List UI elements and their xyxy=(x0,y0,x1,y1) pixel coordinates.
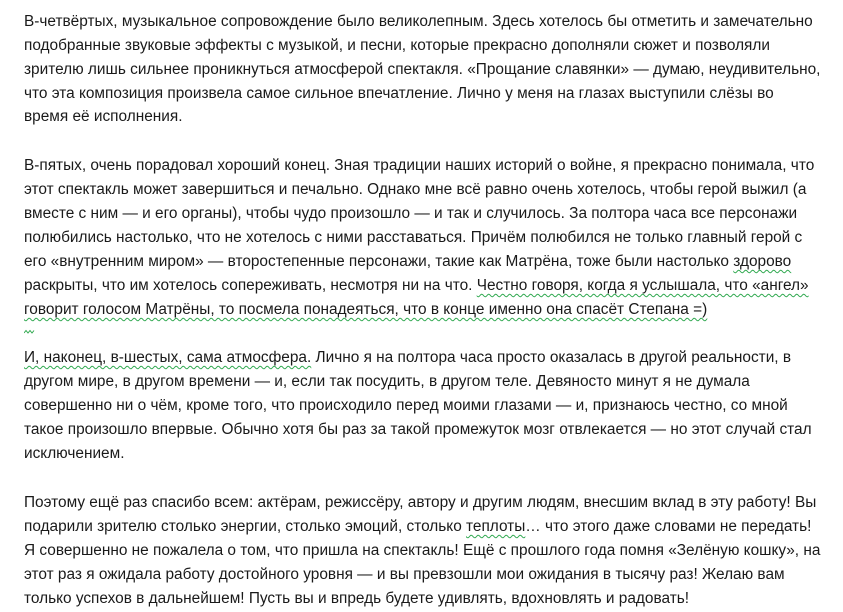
text-line: другом мире, в другом времени — и, если так посудить, в другом теле. Девяносто минут я не думала xyxy=(24,373,750,390)
spellcheck-marked-text[interactable]: Честно говоря, когда я услышала, что «ангел» xyxy=(476,277,809,294)
text-line xyxy=(24,277,809,295)
text-line: подобранные звуковые эффекты с музыкой, и песни, которые прекрасно дополняли сюжет и позволяли xyxy=(24,37,770,54)
text-line: Я совершенно не пожалела о том, что пришла на спектакль! Ещё с прошлого года помня «Зелёную кошку», на xyxy=(24,542,821,559)
text-line: совершенно ни о чём, кроме того, что происходило перед моими глазами — и, признаюсь честно, со мной xyxy=(24,397,788,414)
text-segment: его «внутренним миром» — второстепенные персонажи, такие как Матрёна, тоже были настолько xyxy=(24,253,734,270)
text-segment: Лично я на полтора часа просто оказалась в другой реальности, в xyxy=(315,349,792,366)
text-segment: подарили зрителю столько энергии, столько эмоций, столько xyxy=(24,518,467,535)
text-segment: раскрыты, что им хотелось сопереживать, несмотря ни на что. xyxy=(24,277,477,294)
text-line: этот раз я ожидала работу достойного уровня — и вы превзошли мои ожидания в тысячу раз! Желаю вам xyxy=(24,566,785,583)
text-segment: … что этого даже словами не передать! xyxy=(525,518,812,535)
text-line: В-четвёртых, музыкальное сопровождение было великолепным. Здесь хотелось бы отметить и замечательно xyxy=(24,13,813,30)
text-line: вместе с ним — и его органы), чтобы чудо произошло — и так и случилось. За полтора часа все персонажи xyxy=(24,205,798,222)
text-line: что эта композиция произвела самое сильное впечатление. Лично у меня на глазах выступили слёзы во xyxy=(24,85,774,102)
spellcheck-marked-text[interactable]: здорово xyxy=(733,253,792,270)
text-line xyxy=(24,349,791,367)
spellcheck-marked-text[interactable]: говорит голосом Матрёны, то посмела понадеяться, что в конце именно она спасёт Степана =) xyxy=(24,301,708,318)
text-line: этот спектакль может завершиться и печально. Однако мне всё равно очень хотелось, чтобы герой выжил (а xyxy=(24,181,807,198)
text-line: В-пятых, очень порадовал хороший конец. Зная традиции наших историй о войне, я прекрасно понимала, что xyxy=(24,157,815,174)
text-line: время её исполнения. xyxy=(24,108,183,125)
text-line: Поэтому ещё раз спасибо всем: актёрам, режиссёру, автору и другим людям, внесшим вклад в эту работу! Вы xyxy=(24,494,817,511)
text-line: полюбились настолько, что не хотелось с ними расставаться. Причём полюбился не только главный герой с xyxy=(24,229,803,246)
text-line xyxy=(24,301,707,319)
spellcheck-squiggle-icon[interactable] xyxy=(24,329,35,335)
text-line xyxy=(24,518,811,536)
text-line: такое произошло впервые. Обычно хотя бы раз за такой промежуток мозг отвлекается — но этот случай стал xyxy=(24,421,812,438)
text-line: исключением. xyxy=(24,445,125,462)
spellcheck-marked-text[interactable]: И, наконец, в-шестых, сама атмосфера. xyxy=(24,349,312,366)
spellcheck-marked-text[interactable]: теплоты xyxy=(466,518,526,535)
text-line xyxy=(24,253,791,271)
text-line: зрителю лишь сильнее проникнуться атмосферой спектакля. «Прощание славянки» — думаю, неудивительно, xyxy=(24,61,821,78)
text-line: только успехов в дальнейшем! Пусть вы и впредь будете удивлять, вдохновлять и радовать! xyxy=(24,590,690,607)
